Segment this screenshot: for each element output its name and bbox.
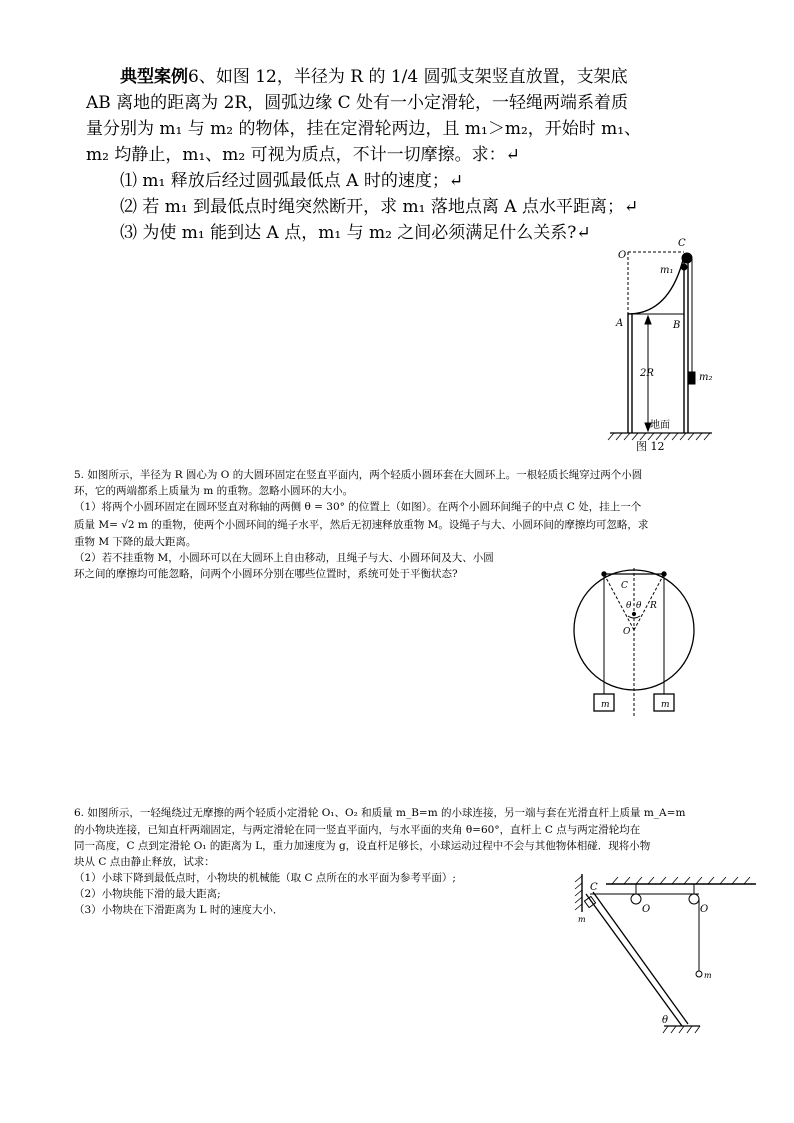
p5-label-theta2: θ	[636, 601, 642, 611]
fig12-label-2R: 2R	[640, 368, 654, 379]
problem5-line2: 环，它的两端都系上质量为 m 的重物。忽略小圆环的大小。	[74, 485, 354, 497]
fig12-label-A: A	[616, 318, 624, 329]
problem6-question-2: （2）小物块能下滑的最大距离;	[74, 888, 221, 900]
case6-question-3: ⑶ 为使 m₁ 能到达 A 点，m₁ 与 m₂ 之间必须满足什么关系?↵	[120, 223, 591, 243]
case6-question-1: ⑴ m₁ 释放后经过圆弧最低点 A 时的速度；↵	[120, 171, 464, 191]
case6-line4: m₂ 均静止，m₁、m₂ 可视为质点，不计一切摩擦。求：↵	[86, 145, 520, 165]
problem6-line4: 块从 C 点由静止释放，试求：	[74, 856, 215, 868]
p6-label-C: C	[590, 882, 598, 893]
fig12-label-ground: 地面	[650, 420, 670, 431]
p5-label-m-left: m	[601, 700, 610, 710]
figure-12-diagram	[600, 234, 720, 456]
problem6-diagram	[568, 868, 764, 1040]
problem6-line1: 6. 如图所示，一轻绳绕过无摩擦的两个轻质小定滑轮 O₁、O₂ 和质量 m_B=m 的小球连接，另一端与套在光滑直杆上质量 m_A=m	[74, 807, 686, 819]
case6-line3: 量分别为 m₁ 与 m₂ 的物体，挂在定滑轮两边，且 m₁＞m₂，开始时 m₁、	[86, 119, 642, 139]
case6-line2: AB 离地的距离为 2R，圆弧边缘 C 处有一小定滑轮，一轻绳两端系着质	[86, 93, 629, 113]
fig12-caption: 图 12	[636, 440, 665, 453]
fig12-label-O: O	[618, 250, 627, 261]
problem5-line3: （1）将两个小圆环固定在圆环竖直对称轴的两侧 θ = 30° 的位置上（如图）。在两个小圆环间绳子的中点 C 处，挂上一个	[74, 501, 642, 513]
p6-label-theta: θ	[662, 1015, 669, 1026]
p5-label-m-right: m	[661, 700, 670, 710]
case6-line1: 典型案例6、如图 12，半径为 R 的 1/4 圆弧支架竖直放置，支架底	[120, 67, 628, 87]
p6-label-m-block: m	[578, 915, 586, 924]
problem6-question-1: （1）小球下降到最低点时，小物块的机械能（取 C 点所在的水平面为参考平面）;	[74, 872, 456, 884]
p6-label-O2: O	[700, 904, 709, 915]
fig12-label-B: B	[673, 320, 681, 331]
problem5-line1: 5. 如图所示，半径为 R 圆心为 O 的大圆环固定在竖直平面内，两个轻质小圆环套在大圆环上。一根轻质长绳穿过两个小圆	[74, 469, 643, 481]
problem5-line7: 环之间的摩擦均可能忽略，问两个小圆环分别在哪些位置时，系统可处于平衡状态?	[74, 568, 458, 580]
p6-label-O1: O	[642, 904, 651, 915]
p6-label-m-ball: m	[704, 971, 712, 980]
problem6-question-3: （3）小物块在下滑距离为 L 时的速度大小．	[74, 904, 284, 916]
problem5-line5: 重物 M 下降的最大距离。	[74, 536, 197, 548]
fig12-label-m1: m₁	[660, 265, 674, 276]
case6-heading: 典型案例	[120, 67, 188, 87]
problem5-line4: 质量 M= √2 m 的重物，使两个小圆环间的绳子水平，然后无初速释放重物 M。设绳子与大、小圆环间的摩擦均可忽略，求	[74, 519, 649, 531]
fig12-label-C: C	[678, 238, 686, 249]
p5-label-O: O	[623, 627, 631, 637]
problem5-diagram	[566, 564, 708, 720]
p5-label-theta1: θ	[626, 601, 632, 611]
problem5-line6: （2）若不挂重物 M，小圆环可以在大圆环上自由移动，且绳子与大、小圆环间及大、小圆	[74, 552, 494, 564]
p5-label-R: R	[650, 601, 657, 611]
problem6-line3: 同一高度，C 点到定滑轮 O₁ 的距离为 L，重力加速度为 g，设直杆足够长，小球运动过程中不会与其他物体相碰．现将小物	[74, 840, 651, 852]
problem6-line2: 的小物块连接，已知直杆两端固定，与两定滑轮在同一竖直平面内，与水平面的夹角 θ=60°，直杆上 C 点与两定滑轮均在	[74, 824, 641, 836]
p5-label-C: C	[621, 581, 628, 591]
fig12-label-m2: m₂	[699, 372, 713, 383]
case6-question-2: ⑵ 若 m₁ 到最低点时绳突然断开，求 m₁ 落地点离 A 点水平距离；↵	[120, 197, 639, 217]
